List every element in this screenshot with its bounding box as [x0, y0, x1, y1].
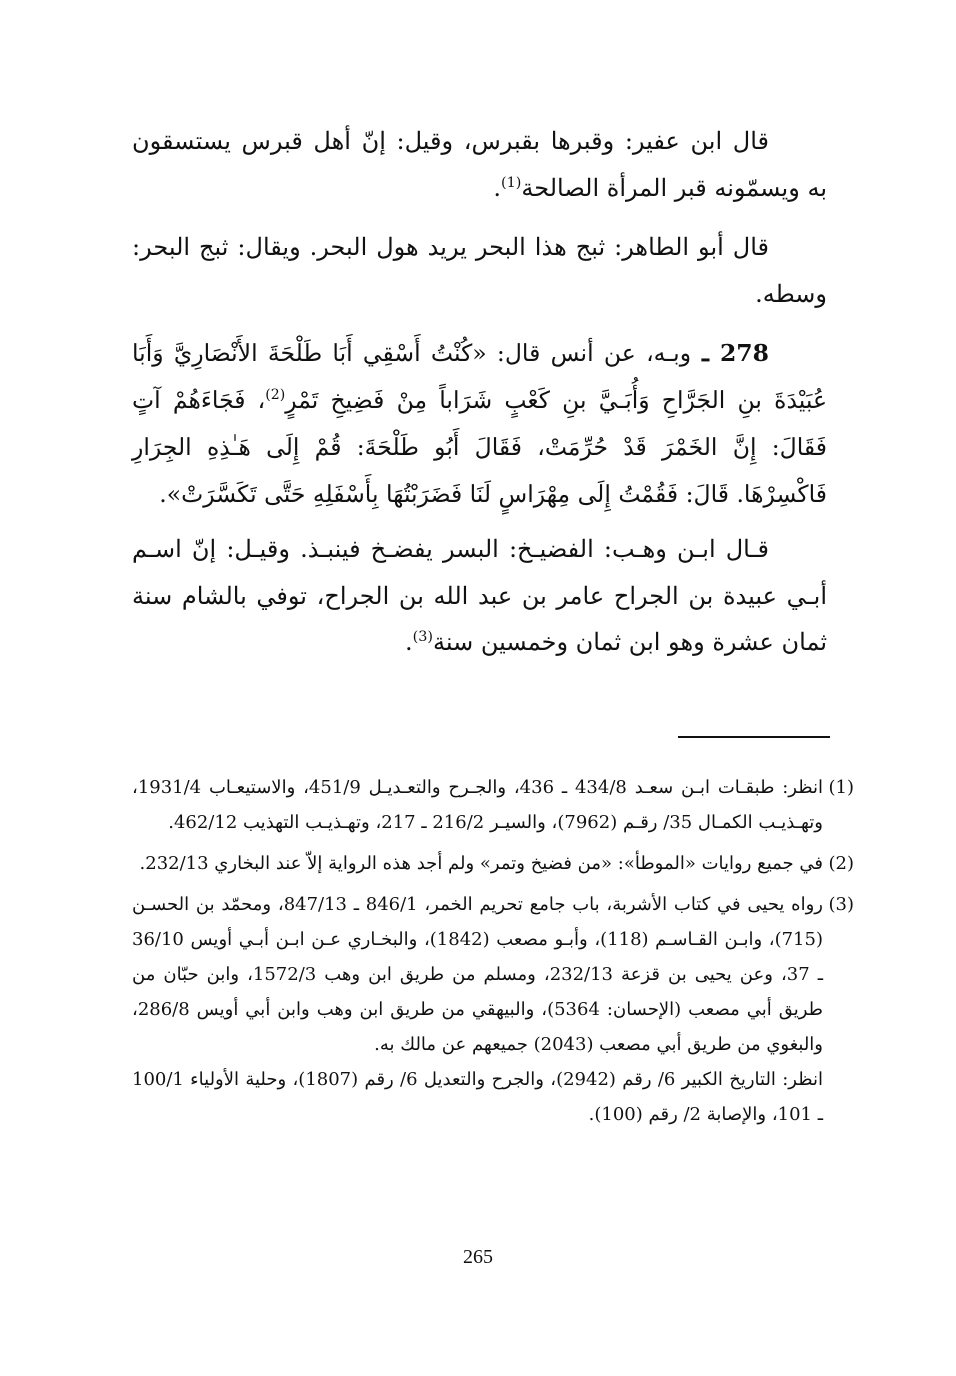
hadith-278: [132, 330, 827, 518]
footnote-text-see-also: انظر: التاريخ الكبير 6/ رقم (2942)، والجرح والتعديل 6/ رقم (1807)، وحلية الأولياء 100/1 ـ 101، والإصابة 2/ رقم (100).: [132, 1069, 824, 1125]
hadith-number: 278: [719, 339, 769, 367]
footnote-number: (2): [828, 853, 854, 874]
main-text: [132, 118, 827, 679]
hadith-text-continued: ، فَجَاءَهُمْ آتٍ فَقَالَ: إِنَّ الخَمْرَ قَدْ حُرِّمَتْ، فَقَالَ أَبُو طَلْحَةَ: قُمْ إِلَى هَـٰذِهِ الجِرَارِ فَاكْسِرْهَا. قَالَ: فَقُمْتُ إِلَى مِهْرَاسٍ لَنَا فَضَرَبْتُهَا بِأَسْفَلِهِ حَتَّى تَكَسَّرَتْ».: [132, 386, 827, 508]
hadith-text: وبـه، عن أنس قال: «كُنْتُ أَسْقِي أَبَا طَلْحَةَ الأَنْصَارِيَّ وَأَبَا عُبَيْدَةَ بنِ الجَرَّاحِ وَأُبَـيَّ بنِ كَعْبٍ شَرَاباً مِنْ فَضِيخِ تَمْرٍ: [132, 339, 827, 414]
footnote-ref: (2): [265, 387, 286, 404]
footnote-number: (1): [828, 777, 854, 798]
paragraph-end: .: [493, 173, 501, 202]
paragraph-text: قال ابن عفير: وقبرها بقبرس، وقيل: إنّ أهل قبرس يستسقون به ويسمّونه قبر المرأة الصالحة: [132, 127, 827, 202]
paragraph-ibn-ufair: [132, 118, 827, 211]
footnote-1: [132, 770, 854, 840]
hadith-dash: ـ: [691, 339, 720, 367]
paragraph-end: .: [404, 628, 413, 656]
footnote-number: (3): [828, 894, 854, 915]
footnote-separator: [678, 736, 830, 738]
footnote-text: انظر: طبقـات ابـن سعـد 434/8 ـ 436، والجـرح والتعـديـل 451/9، والاستيعـاب 1931/4، وتهـذيـب الكمـال 35/ رقـم (7962)، والسيـر 216/2 ـ 217، وتهـذيـب التهذيب 462/12.: [132, 777, 824, 833]
footnote-text: في جميع روايات «الموطأ»: «من فضيخ وتمر» ولم أجد هذه الرواية إلاّ عند البخاري 232/13.: [139, 853, 823, 874]
paragraph-text: قـال ابـن وهـب: الفضيـخ: البسر يفضـخ فينبـذ. وقيـل: إنّ اسـم أبـي عبيدة بن الجراح عامر بن عبد الله بن الجراح، توفي بالشام سنة ثمان عشرة وهو ابن ثمان وخمسين سنة: [132, 535, 827, 656]
footnote-3: [132, 887, 854, 1132]
paragraph-text: قال أبو الطاهر: ثبج هذا البحر يريد هول البحر. ويقال: ثبج البحر: وسطه.: [132, 233, 827, 308]
footnote-ref: (3): [412, 629, 433, 645]
paragraph-ibn-wahb: [132, 526, 827, 666]
paragraph-abu-tahir: [132, 224, 827, 317]
footnote-ref: (1): [500, 174, 522, 191]
footnotes: [132, 770, 854, 1138]
footnote-2: [132, 846, 854, 881]
page-number: 265: [463, 1246, 493, 1268]
footnote-text: رواه يحيى في كتاب الأشربة، باب جامع تحريم الخمر، 846/1 ـ 847/13، ومحمّد بن الحسـن (715)، وابـن القـاسـم (118)، وأبـو مصعب (1842)، والبخـاري عـن ابـن أبـي أويس 36/10 ـ 37، وعن يحيى بن قزعة 232/13، ومسلم من طريق ابن وهب 1572/3، وابن حبّان من طريق أبي مصعب (الإحسان: 5364)، والبيهقي من طريق ابن وهب وابن أبي أويس 286/8، والبغوي من طريق أبي مصعب (2043) جميعهم عن مالك به.: [132, 894, 824, 1055]
